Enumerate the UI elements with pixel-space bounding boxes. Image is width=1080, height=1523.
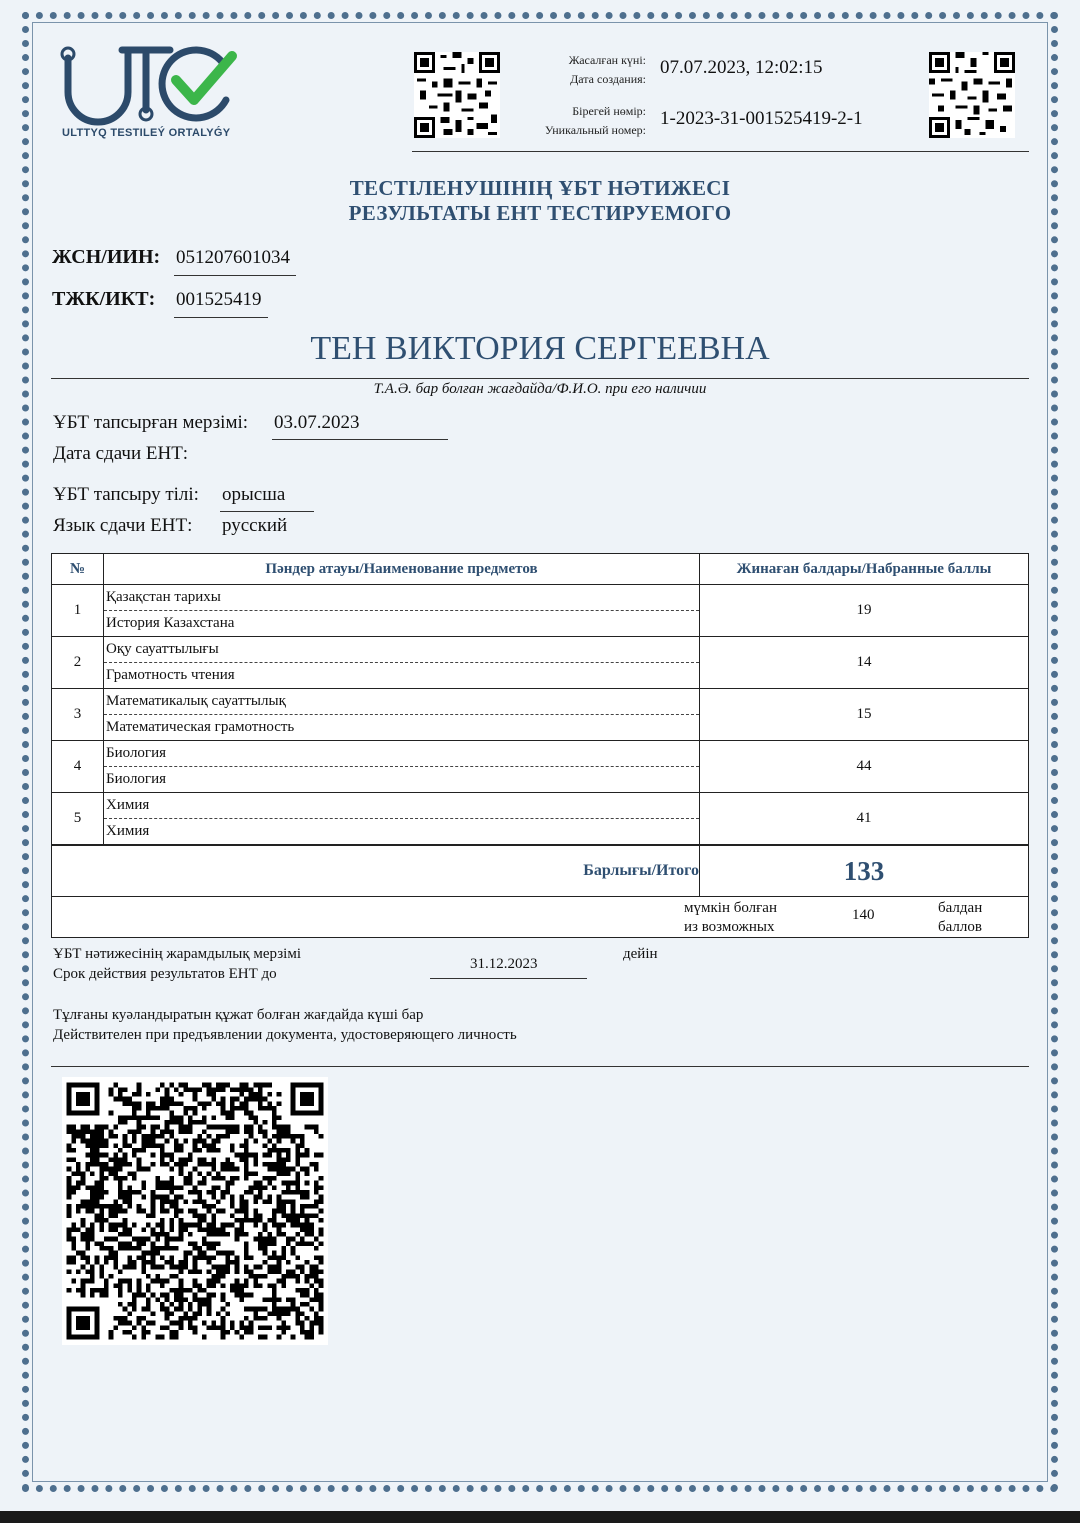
header-score: Жинаған балдары/Набранные баллы — [700, 554, 1029, 585]
bottom-bar — [0, 1511, 1080, 1523]
possible-label-kz: мүмкін болған — [684, 900, 777, 916]
points-label-ru: баллов — [938, 919, 982, 935]
subject-name-kz: Математикалық сауаттылық — [104, 689, 699, 715]
exam-date-underline — [272, 439, 448, 440]
exam-lang-value-ru: русский — [222, 515, 288, 536]
exam-lang-value-kz: орысша — [222, 484, 286, 505]
subject-name-ru: Биология — [106, 771, 167, 787]
unique-value: 1-2023-31-001525419-2-1 — [660, 108, 863, 129]
table-row — [52, 793, 1029, 846]
table-row — [52, 689, 1029, 741]
row-number: 4 — [52, 741, 104, 793]
logo-caption: ULTTYQ TESTILEÝ ORTALYǴY — [62, 127, 231, 139]
table-row — [52, 585, 1029, 637]
scores-table — [51, 553, 1029, 938]
name-underline — [51, 378, 1029, 379]
possible-cell — [52, 897, 1029, 938]
subject-name-ru: История Казахстана — [106, 615, 235, 631]
title-ru: РЕЗУЛЬТАТЫ ЕНТ ТЕСТИРУЕМОГО — [348, 201, 732, 225]
row-number: 2 — [52, 637, 104, 689]
subject-name-kz: Химия — [104, 793, 699, 819]
row-number: 5 — [52, 793, 104, 846]
header-subject: Пәндер атауы/Наименование предметов — [104, 554, 700, 585]
subject-cell — [104, 689, 700, 741]
subject-name-kz: Биология — [104, 741, 699, 767]
subject-name-ru: Математическая грамотность — [106, 719, 295, 735]
possible-label-ru: из возможных — [684, 919, 775, 935]
validity-label-ru: Срок действия результатов ЕНТ до — [53, 966, 277, 982]
subject-score: 14 — [700, 637, 1029, 689]
table-row — [52, 741, 1029, 793]
row-number: 1 — [52, 585, 104, 637]
subject-cell — [104, 637, 700, 689]
subject-name-ru: Грамотность чтения — [106, 667, 235, 683]
qr-code-large-icon — [62, 1077, 328, 1345]
subject-score: 44 — [700, 741, 1029, 793]
qr-code-icon — [929, 52, 1015, 138]
notice-kz: Тұлғаны куәландыратын құжат болған жағдайда күші бар — [53, 1007, 424, 1023]
notice-ru: Действителен при предъявлении документа, удостоверяющего личность — [53, 1027, 517, 1043]
created-value: 07.07.2023, 12:02:15 — [660, 57, 823, 78]
exam-lang-underline — [220, 511, 314, 512]
title-kz: ТЕСТІЛЕНУШІНІҢ ҰБТ НӘТИЖЕСІ — [349, 176, 731, 200]
header-no: № — [52, 554, 104, 585]
exam-date-label-ru: Дата сдачи ЕНТ: — [53, 443, 189, 464]
created-label-kz: Жасалған күні: — [568, 53, 646, 67]
possible-row — [52, 897, 1029, 938]
subject-score: 41 — [700, 793, 1029, 846]
unique-label-kz: Бірегей нөмір: — [572, 104, 646, 118]
subject-name-ru: Химия — [106, 823, 150, 839]
subject-name-kz: Қазақстан тарихы — [104, 585, 699, 611]
total-value: 133 — [700, 845, 1029, 897]
subject-cell — [104, 793, 700, 846]
exam-date-value: 03.07.2023 — [274, 412, 360, 433]
exam-lang-label-kz: ҰБТ тапсыру тілі: — [53, 484, 199, 505]
ikt-label: ТЖК/ИКТ: — [52, 288, 156, 310]
full-name: ТЕН ВИКТОРИЯ СЕРГЕЕВНА — [310, 330, 770, 367]
subject-score: 19 — [700, 585, 1029, 637]
iin-value: 051207601034 — [174, 247, 296, 276]
subject-name-kz: Оқу сауаттылығы — [104, 637, 699, 663]
footer-divider — [51, 1066, 1029, 1067]
total-label: Барлығы/Итого — [52, 845, 700, 897]
validity-underline — [430, 978, 587, 979]
exam-date-label-kz: ҰБТ тапсырған мерзімі: — [53, 412, 249, 433]
ikt-value: 001525419 — [174, 289, 268, 318]
possible-value: 140 — [852, 907, 875, 923]
total-row — [52, 845, 1029, 897]
table-header-row — [52, 554, 1029, 585]
subject-cell — [104, 585, 700, 637]
header-divider — [412, 151, 1029, 152]
validity-date: 31.12.2023 — [470, 956, 538, 972]
fio-note: Т.А.Ә. бар болған жағдайда/Ф.И.О. при его наличии — [373, 381, 707, 397]
validity-label-kz: ҰБТ нәтижесінің жарамдылық мерзімі — [53, 946, 301, 962]
qr-code-icon — [414, 52, 500, 138]
table-row — [52, 637, 1029, 689]
exam-lang-label-ru: Язык сдачи ЕНТ: — [53, 515, 193, 536]
unique-label-ru: Уникальный номер: — [544, 123, 646, 137]
iin-label: ЖСН/ИИН: — [52, 246, 161, 268]
validity-until: дейін — [623, 946, 658, 962]
subject-cell — [104, 741, 700, 793]
subject-score: 15 — [700, 689, 1029, 741]
points-label-kz: балдан — [938, 900, 983, 916]
created-label-ru: Дата создания: — [570, 72, 646, 86]
row-number: 3 — [52, 689, 104, 741]
